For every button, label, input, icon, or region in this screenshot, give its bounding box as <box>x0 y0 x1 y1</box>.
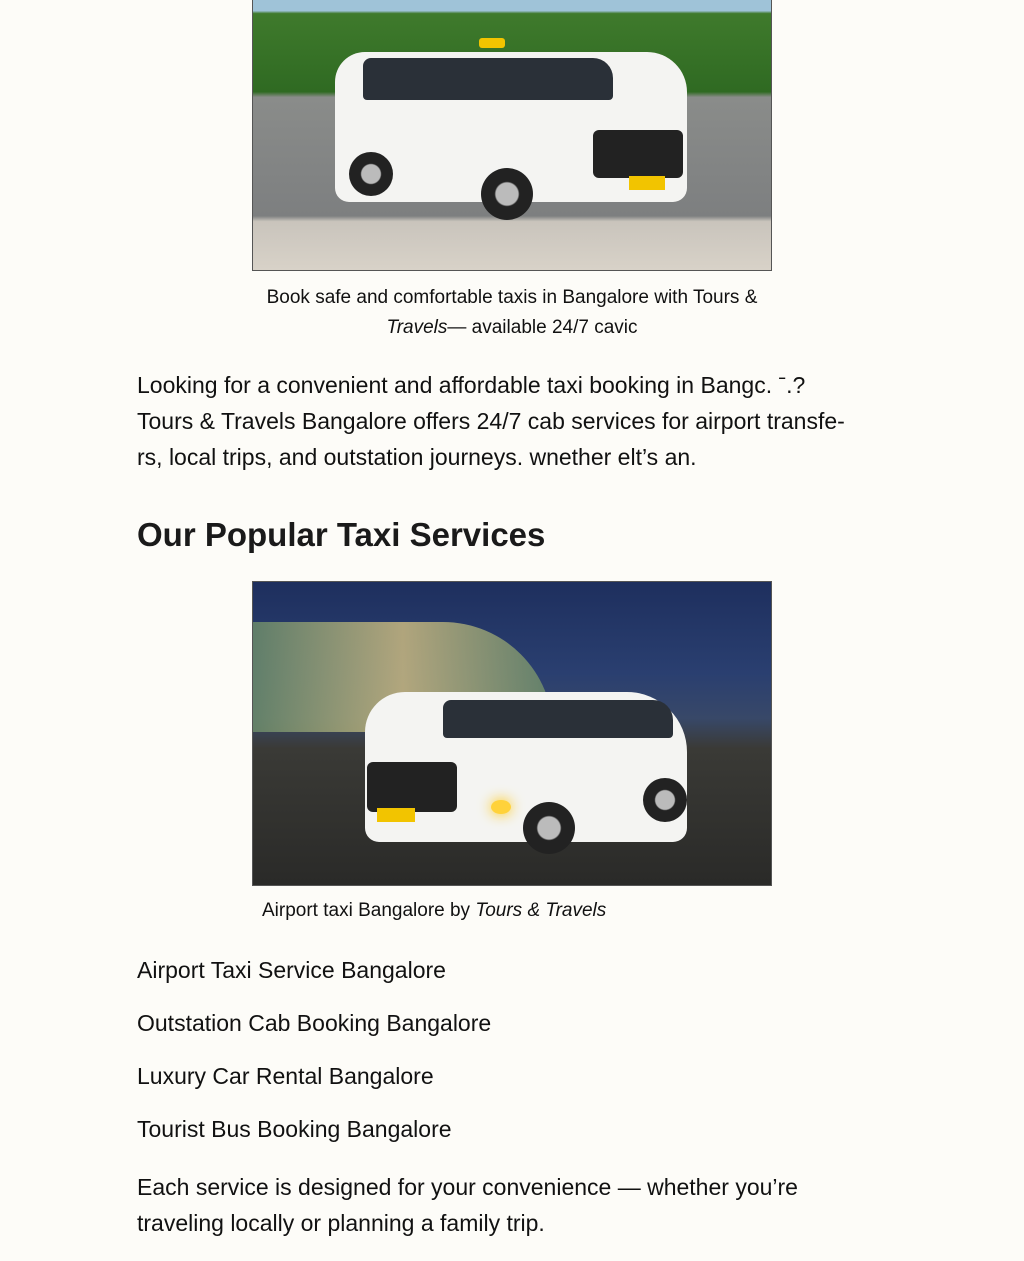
license-plate <box>629 176 665 190</box>
fog-light <box>491 800 511 814</box>
service-item-outstation: Outstation Cab Booking Bangalore <box>137 1010 492 1036</box>
wheel <box>643 778 687 822</box>
airport-image-caption <box>262 896 606 926</box>
car-grille <box>593 130 683 178</box>
closing-line: traveling locally or planning a family trip. <box>137 1210 545 1236</box>
white-taxi-photo <box>252 0 772 271</box>
car-windows <box>363 58 613 100</box>
closing-line: Each service is designed for your convenience — whether you’re <box>137 1174 798 1200</box>
wheel <box>349 152 393 196</box>
wheel <box>523 802 575 854</box>
caption-rest: — available 24/7 cavic <box>447 317 638 338</box>
section-heading: Our Popular Taxi Services <box>137 516 546 553</box>
service-item-airport: Airport Taxi Service Bangalore <box>137 957 446 983</box>
intro-line: rs, local trips, and outstation journeys. wnether elt’s an. <box>137 444 697 470</box>
airport-taxi-photo <box>252 581 772 886</box>
caption-line: Book safe and comfortable taxis in Bangalore with Tours & <box>266 287 758 308</box>
caption-plain: Airport taxi Bangalore by <box>262 900 476 921</box>
intro-line: Looking for a convenient and affordable taxi booking in Bangc. ˉ.? <box>137 372 806 398</box>
closing-paragraph <box>137 1169 897 1241</box>
caption-line <box>0 313 1024 343</box>
caption-italic: Travels <box>386 317 448 338</box>
caption-italic: Tours & Travels <box>475 900 607 921</box>
car-windows <box>443 700 673 738</box>
wheel <box>481 168 533 220</box>
service-item-bus: Tourist Bus Booking Bangalore <box>137 1116 452 1142</box>
taxi-sign <box>479 38 505 48</box>
intro-line: Tours & Travels Bangalore offers 24/7 cab services for airport transfe- <box>137 408 845 434</box>
license-plate <box>377 808 415 822</box>
intro-paragraph <box>137 367 897 475</box>
service-item-luxury: Luxury Car Rental Bangalore <box>137 1063 434 1089</box>
car-grille <box>367 762 457 812</box>
hero-image-caption <box>0 283 1024 343</box>
